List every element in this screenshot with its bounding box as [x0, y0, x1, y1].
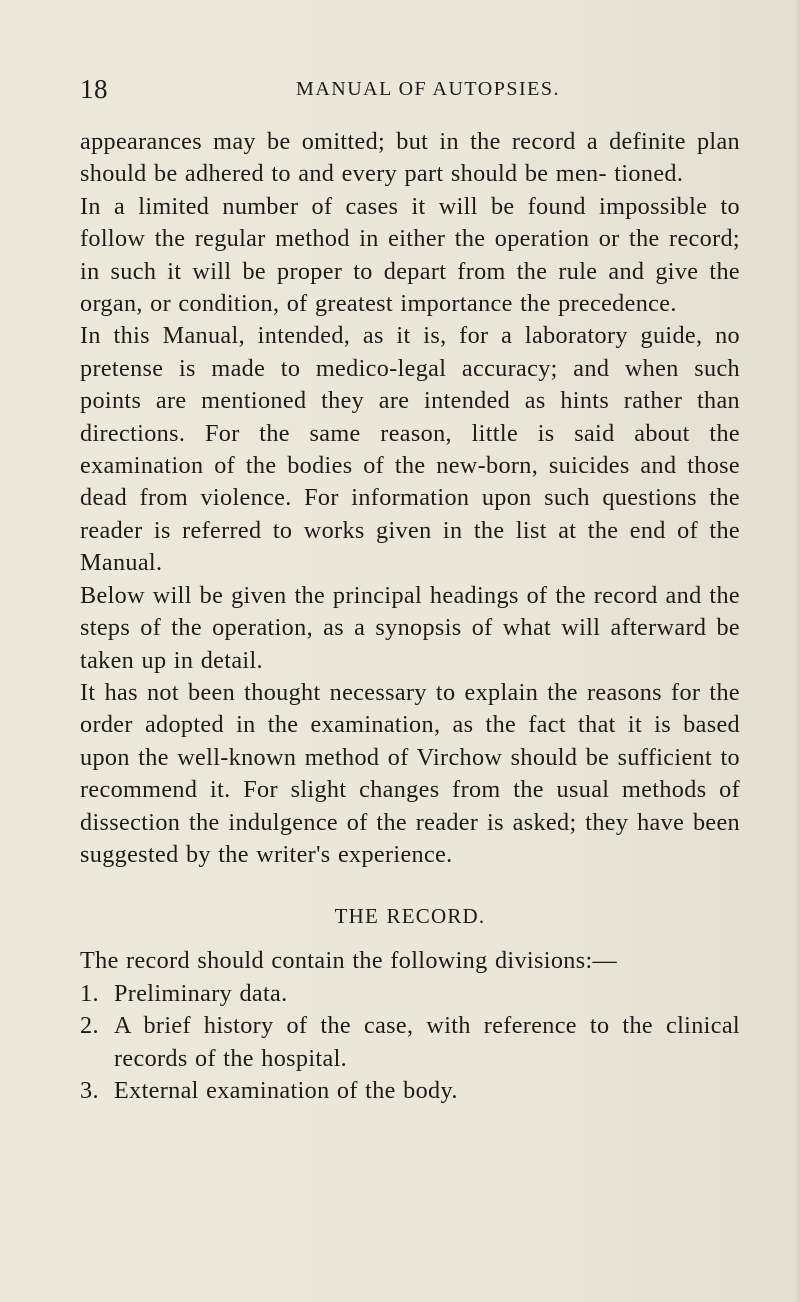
section-intro: The record should contain the following divisions:—: [80, 947, 618, 975]
paragraph: Below will be given the principal headings of the record and the steps of the operation, as a synopsis of what will afterward be taken up in detail.: [80, 581, 740, 674]
list-item: [80, 978, 740, 1010]
page-header: [80, 74, 740, 110]
list-item-text: Preliminary data.: [114, 979, 288, 1007]
list-item-number: 2.: [80, 1012, 99, 1040]
section-heading: THE RECORD.: [334, 904, 486, 929]
paragraph: It has not been thought necessary to explain the reasons for the order adopted in the examination, as the fact that it is based upon the well-known method of Virchow should be sufficient to recommend it. For slight changes from the usual methods of dissection the indulgence of the reader is asked; they have been suggested by the writer's experience.: [80, 678, 740, 868]
paragraph: appearances may be omitted; but in the record a definite plan should be adhered to and every part should be men- tioned.: [80, 128, 740, 188]
running-head: MANUAL OF AUTOPSIES.: [296, 78, 560, 100]
list-item: [80, 1075, 740, 1107]
page-number: 18: [80, 74, 108, 104]
list-item-number: 1.: [80, 979, 99, 1007]
list-item-text: External examination of the body.: [114, 1076, 458, 1104]
paragraph: In a limited number of cases it will be found impossible to follow the regular method in either the operation or the record; in such it will be proper to depart from the rule and give the organ, or condition, of greatest importance the precedence.: [80, 192, 740, 318]
list-item-number: 3.: [80, 1076, 99, 1104]
record-divisions-list: [80, 978, 740, 1108]
list-item-text: A brief history of the case, with reference to the clinical records of the hospital.: [114, 1012, 740, 1072]
body-text: [80, 126, 740, 1107]
page-edge-shadow: [794, 0, 800, 1302]
list-item: [80, 1010, 740, 1075]
paragraph: In this Manual, intended, as it is, for a laboratory guide, no pretense is made to medico-legal accuracy; and when such points are mentioned they are intended as hints rather than directions. For the same reason, little is said about the examination of the bodies of the new-born, suicides and those dead from violence. For information upon such questions the reader is referred to works given in the list at the end of the Manual.: [80, 322, 740, 577]
